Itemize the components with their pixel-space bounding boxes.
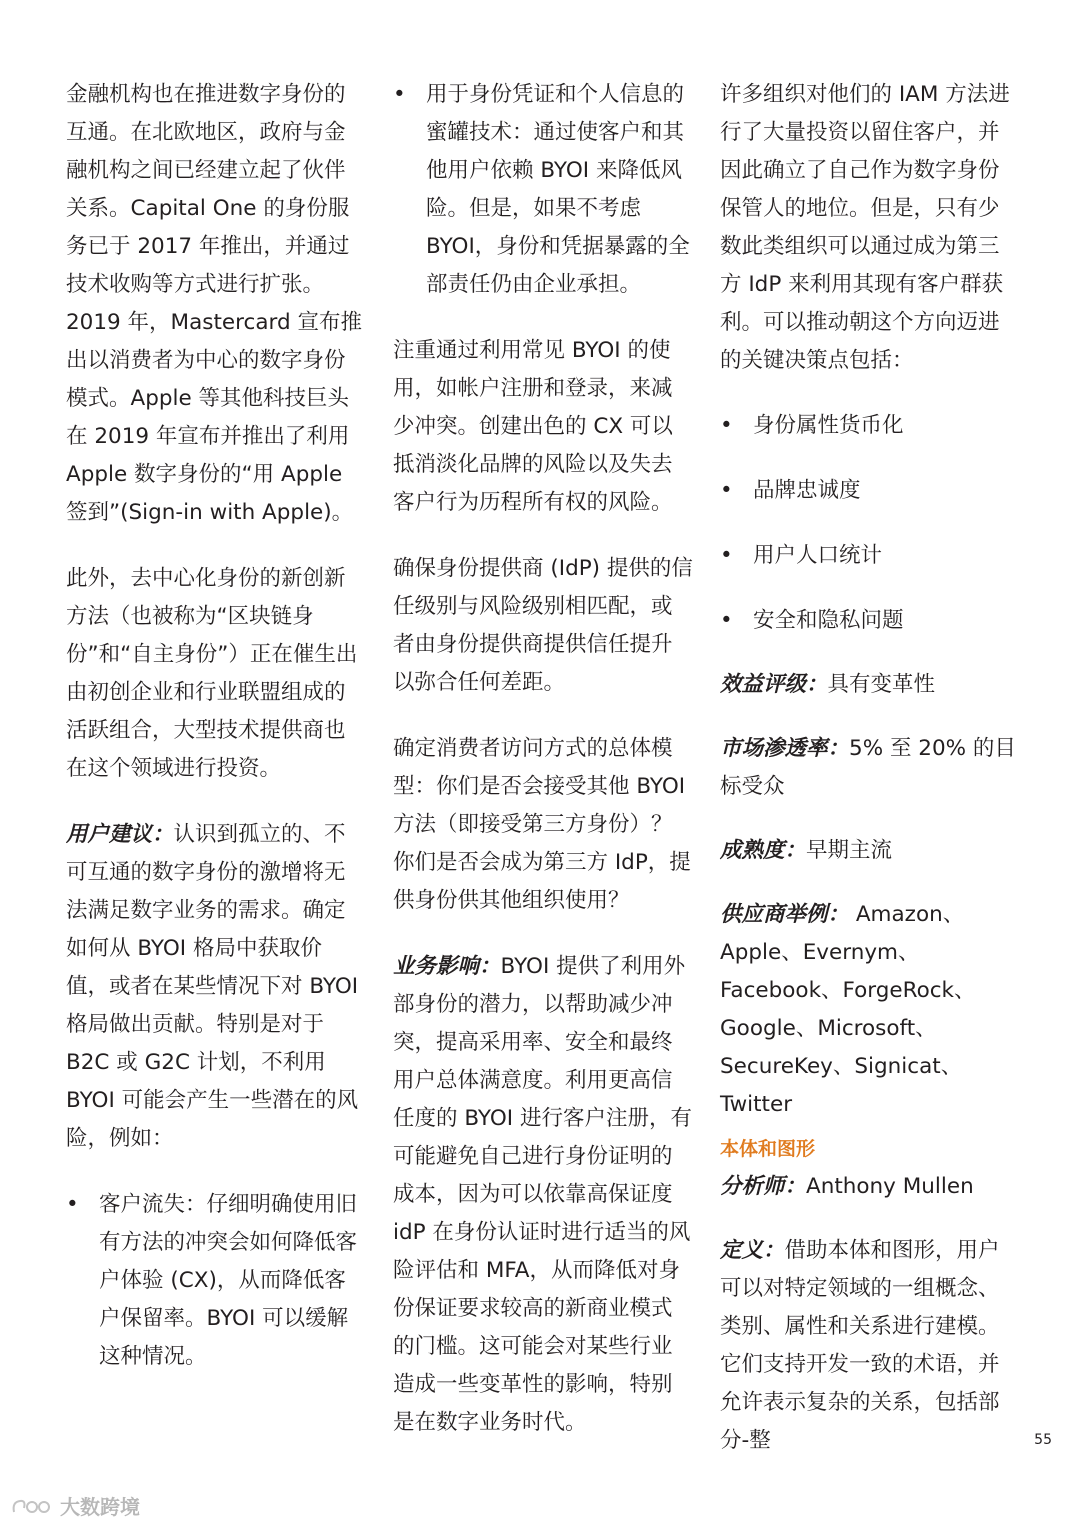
page-number: 55 [1034, 1432, 1052, 1448]
bullet-icon: • [720, 608, 733, 633]
bullet-icon: • [393, 82, 406, 107]
market-penetration-value: 5% 至 20% 的目标受众 [720, 736, 1016, 799]
paragraph: 注重通过利用常见 BYOI 的使用，如帐户注册和登录，来减少冲突。创建出色的 CX 可以抵消淡化品牌的风险以及失去客户行为历程所有权的风险。 [393, 338, 673, 515]
list-item-text: 身份属性货币化 [753, 413, 904, 438]
benefit-rating [720, 666, 1020, 704]
business-impact-label: 业务影响： [393, 954, 501, 979]
column-3 [720, 76, 1020, 1460]
market-penetration-label: 市场渗透率： [720, 736, 850, 761]
list-item-text: 品牌忠诚度 [753, 478, 861, 503]
maturity-label: 成熟度： [720, 838, 807, 863]
market-penetration [720, 730, 1020, 806]
bullet-list [66, 1186, 364, 1376]
bullet-icon: • [66, 1192, 79, 1217]
benefit-rating-label: 效益评级： [720, 672, 828, 697]
bullet-icon: • [720, 413, 733, 438]
list-item-text: 用户人口统计 [753, 543, 883, 568]
bullet-icon: • [720, 543, 733, 568]
decision-points-list [720, 407, 1020, 640]
column-1 [66, 76, 364, 1376]
list-item-text: 客户流失：仔细明确使用旧有方法的冲突会如何降低客户体验 (CX)，从而降低客户保留率。BYOI 可以缓解这种情况。 [99, 1192, 358, 1369]
list-item [720, 537, 1020, 575]
list-item-text: 用于身份凭证和个人信息的蜜罐技术：通过使客户和其他用户依赖 BYOI 来降低风险。但是，如果不考虑 BYOI，身份和凭据暴露的全部责任仍由企业承担。 [426, 82, 690, 297]
paragraph: 确保身份提供商 (IdP) 提供的信任级别与风险级别相匹配，或者由身份提供商提供信任提升以弥合任何差距。 [393, 556, 693, 695]
definition-label: 定义： [720, 1238, 785, 1263]
paragraph: 金融机构也在推进数字身份的互通。在北欧地区，政府与金融机构之间已经建立起了伙伴关系。Capital One 的身份服务已于 2017 年推出，并通过技术收购等方式进行扩张。2019 年，Mastercard 宣布推出以消费者为中心的数字身份模式。Apple 等其他科技巨头在 2019 年宣布并推出了利用 Apple 数字身份的“用 Apple 签到”(Sign-in with Apple)。 [66, 82, 362, 525]
sample-vendors-label: 供应商举例： [720, 902, 850, 927]
sample-vendors [720, 896, 1020, 1124]
list-item [393, 76, 693, 304]
definition [720, 1232, 1020, 1460]
list-item [720, 602, 1020, 640]
definition-value: 借助本体和图形，用户可以对特定领域的一组概念、类别、属性和关系进行建模。它们支持开发一致的术语，并允许表示复杂的关系，包括部分-整 [720, 1238, 1000, 1453]
watermark [10, 1495, 140, 1519]
maturity-value: 早期主流 [806, 838, 893, 863]
paragraph: 确定消费者访问方式的总体模型：你们是否会接受其他 BYOI 方法（即接受第三方身份）？你们是否会成为第三方 IdP，提供身份供其他组织使用？ [393, 736, 691, 913]
user-advice-text: 认识到孤立的、不可互通的数字身份的激增将无法满足数字业务的需求。确定如何从 BYOI 格局中获取价值，或者在某些情况下对 BYOI 格局做出贡献。特别是对于 B2C 或 G2C 计划，不利用 BYOI 可能会产生一些潜在的风险，例如： [66, 822, 359, 1151]
user-advice-label: 用户建议： [66, 822, 174, 847]
analyst-label: 分析师： [720, 1174, 807, 1199]
analyst [720, 1168, 1020, 1206]
business-impact-paragraph [393, 948, 693, 1442]
sample-vendors-value: Amazon、Apple、Evernym、Facebook、ForgeRock、Google、Microsoft、SecureKey、Signicat、Twitter [720, 902, 976, 1117]
watermark-logo-icon [10, 1496, 56, 1518]
bullet-icon: • [720, 478, 733, 503]
list-item [720, 407, 1020, 445]
user-advice-paragraph [66, 816, 364, 1158]
maturity [720, 832, 1020, 870]
benefit-rating-value: 具有变革性 [827, 672, 936, 697]
column-2 [393, 76, 693, 1442]
list-item [66, 1186, 364, 1376]
bullet-list [393, 76, 693, 304]
watermark-text: 大数跨境 [60, 1495, 140, 1519]
paragraph: 许多组织对他们的 IAM 方法进行了大量投资以留住客户，并因此确立了自己作为数字身份保管人的地位。但是，只有少数此类组织可以通过成为第三方 IdP 来利用其现有客户群获利。可以推动朝这个方向迈进的关键决策点包括： [720, 82, 1010, 373]
section-heading: 本体和图形 [720, 1138, 816, 1160]
business-impact-text: BYOI 提供了利用外部身份的潜力，以帮助减少冲突，提高采用率、安全和最终用户总体满意度。利用更高信任度的 BYOI 进行客户注册，有可能避免自己进行身份证明的成本，因为可以依靠高保证度 idP 在身份认证时进行适当的风险评估和 MFA，从而降低对身份保证要求较高的新商业模式的门槛。这可能会对某些行业造成一些变革性的影响，特别是在数字业务时代。 [393, 954, 692, 1435]
list-item [720, 472, 1020, 510]
paragraph: 此外，去中心化身份的新创新方法（也被称为“区块链身份”和“自主身份”）正在催生出由初创企业和行业联盟组成的活跃组合，大型技术提供商也在这个领域进行投资。 [66, 566, 358, 781]
analyst-value: Anthony Mullen [806, 1174, 974, 1199]
list-item-text: 安全和隐私问题 [753, 608, 904, 633]
